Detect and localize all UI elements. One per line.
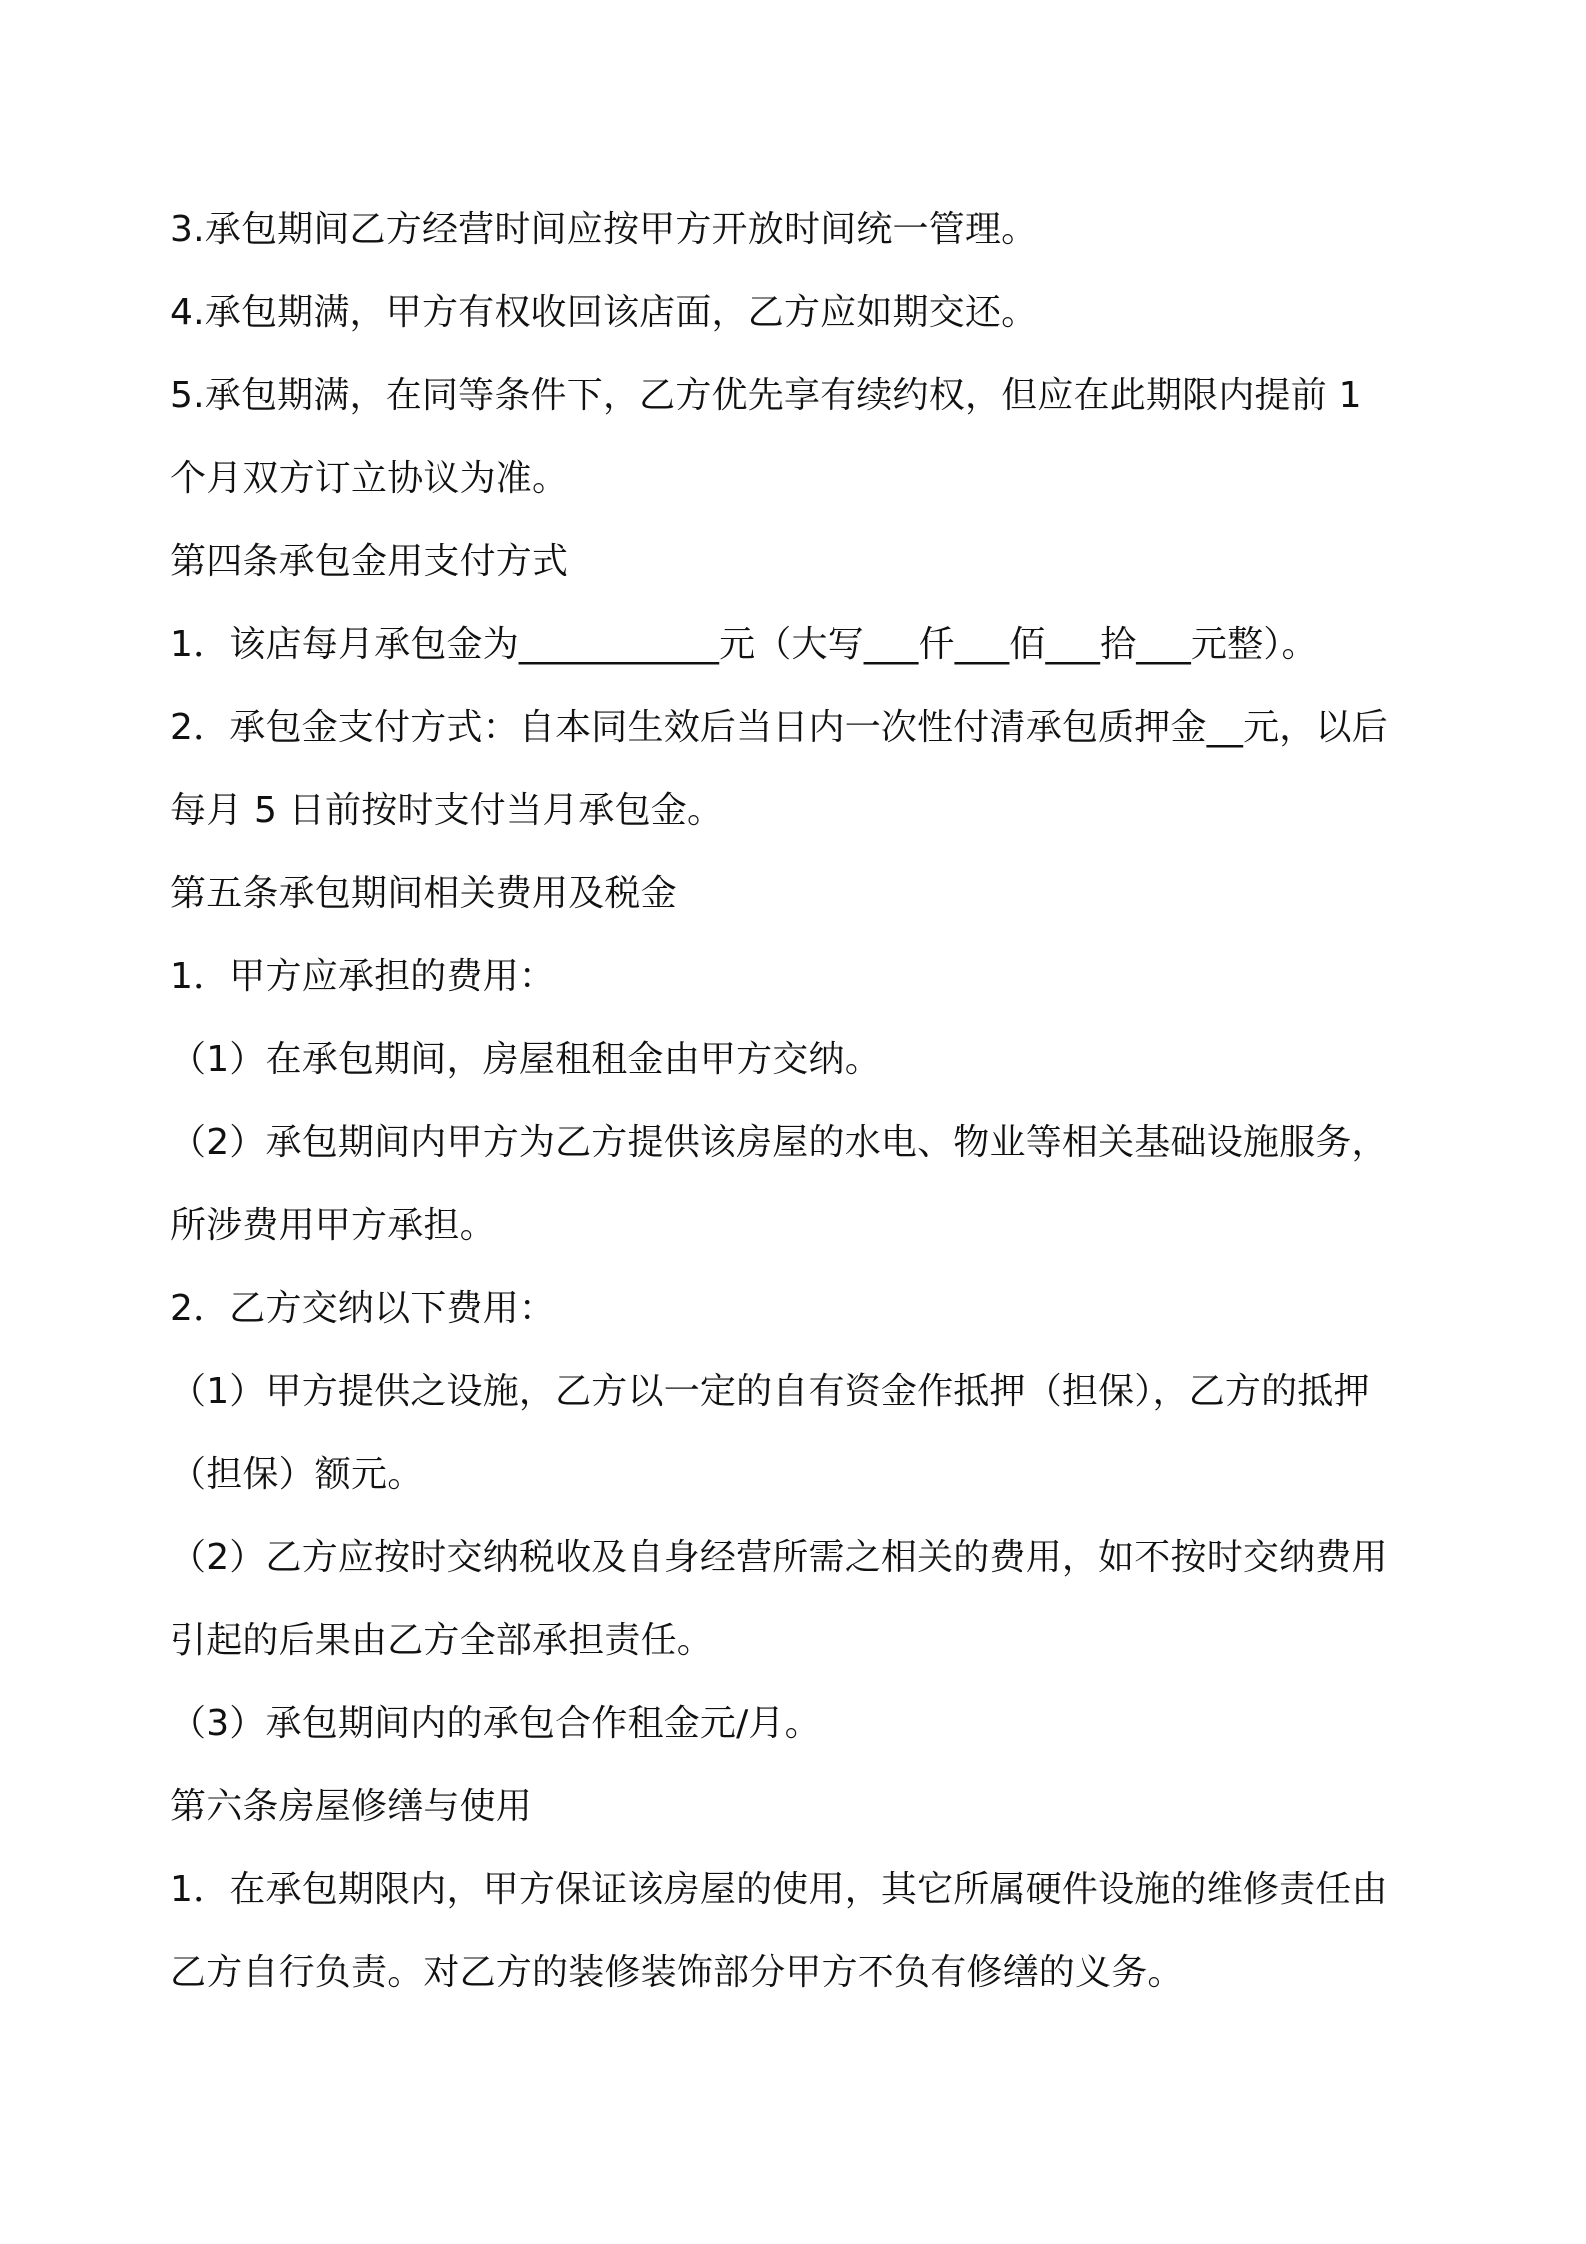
text-line: （1）甲方提供之设施，乙方以一定的自有资金作抵押（担保），乙方的抵押 — [170, 1371, 1370, 1412]
text-line: 所涉费用甲方承担。 — [170, 1205, 496, 1246]
text-line: （2）乙方应按时交纳税收及自身经营所需之相关的费用，如不按时交纳费用 — [170, 1537, 1388, 1578]
section-heading: 第六条房屋修缮与使用 — [170, 1786, 533, 1827]
text-line: 2．乙方交纳以下费用： — [170, 1288, 556, 1329]
text-line: 个月双方订立协议为准。 — [170, 458, 569, 499]
text-line: （2）承包期间内甲方为乙方提供该房屋的水电、物业等相关基础设施服务， — [170, 1122, 1388, 1163]
text-line: 每月 5 日前按时支付当月承包金。 — [170, 790, 724, 831]
text-line: 引起的后果由乙方全部承担责任。 — [170, 1620, 714, 1661]
text-line: 2．承包金支付方式：自本同生效后当日内一次性付清承包质押金__元，以后 — [170, 707, 1388, 748]
text-line: （担保）额元。 — [170, 1454, 424, 1495]
text-line: 1．该店每月承包金为___________元（大写___仟___佰___拾___元整）。 — [170, 624, 1318, 665]
text-line: 4.承包期满，甲方有权收回该店面，乙方应如期交还。 — [170, 292, 1038, 333]
section-heading: 第四条承包金用支付方式 — [170, 541, 569, 582]
text-line: 5.承包期满，在同等条件下，乙方优先享有续约权，但应在此期限内提前 1 — [170, 375, 1362, 416]
section-heading: 第五条承包期间相关费用及税金 — [170, 873, 677, 914]
text-line: 1．甲方应承担的费用： — [170, 956, 556, 997]
text-line: （1）在承包期间，房屋租租金由甲方交纳。 — [170, 1039, 881, 1080]
text-line: 乙方自行负责。对乙方的装修装饰部分甲方不负有修缮的义务。 — [170, 1952, 1184, 1993]
text-line: （3）承包期间内的承包合作租金元/月。 — [170, 1703, 821, 1744]
text-line: 1．在承包期限内，甲方保证该房屋的使用，其它所属硬件设施的维修责任由 — [170, 1869, 1388, 1910]
text-line: 3.承包期间乙方经营时间应按甲方开放时间统一管理。 — [170, 209, 1038, 250]
